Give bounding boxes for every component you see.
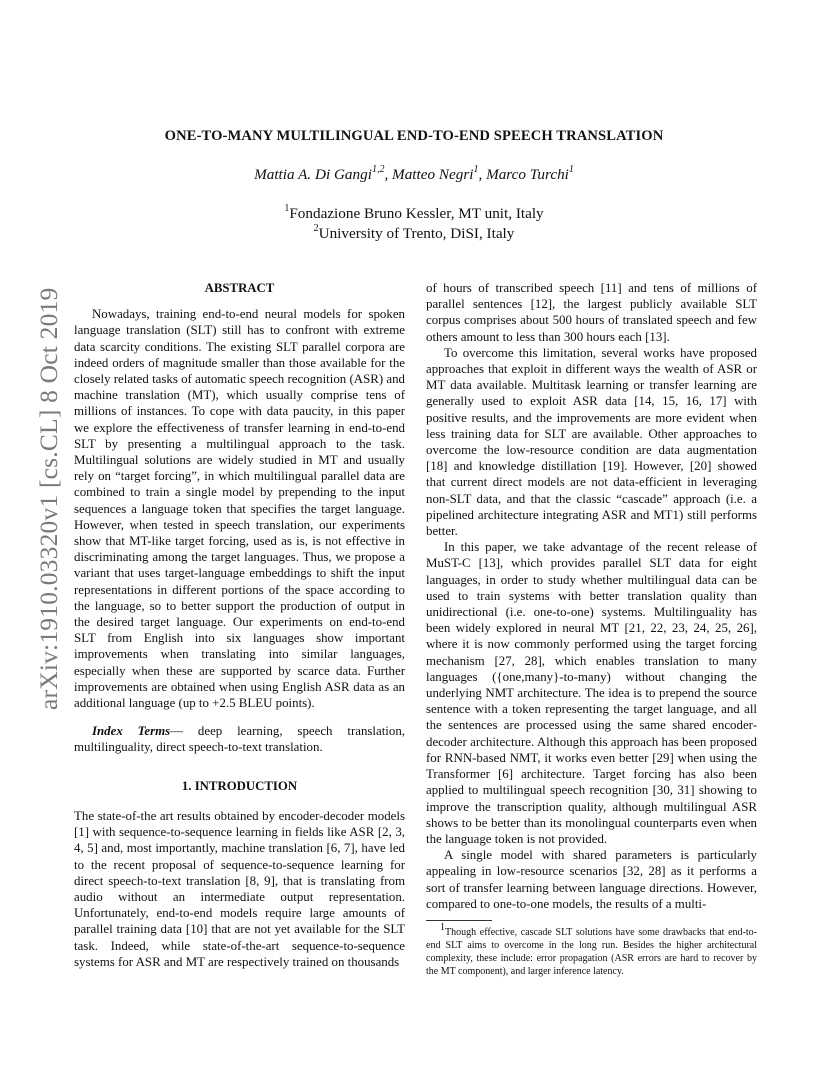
affiliation-mark: 2 [313, 222, 319, 234]
footnote [426, 921, 757, 978]
author-affiliation-mark: 1 [568, 163, 574, 175]
footnote-rule [426, 920, 492, 921]
footnote-text: Though effective, cascade SLT solutions have some drawbacks that end-to-end SLT aims to overcome in the long run. Besides the higher architectural complexity, these include: error propagation (ASR errors are hard to recover by the MT component), and larger inference latency. [426, 927, 757, 977]
author-list: Mattia A. Di Gangi$^{1,2}$, Matteo Negri$^1$, Marco Turchi$^1$ [254, 163, 574, 183]
affiliation-2 [0, 222, 828, 243]
abstract-text: Nowadays, training end-to-end neural models for spoken language translation (SLT) still has to confront with extreme data scarcity conditions. The existing SLT parallel corpora are indeed orders of magnitude smaller than those available for the closely related tasks of automatic speech recognition (ASR) and machine translation (MT), which usually comprise tens of millions of instances. To cope with data paucity, in this paper we explore the effectiveness of transfer learning in end-to-end SLT by presenting a multilingual approach to the task. Multilingual solutions are widely studied in MT and usually rely on “target forcing”, in which multilingual parallel data are combined to train a single model by prepending to the input sequences a language token that specifies the target language. However, when tested in speech translation, our experiments show that MT-like target forcing, used as is, is not effective in discriminating among the target languages. Thus, we propose a variant that uses target-language embeddings to shift the input representations in different portions of the space according to the language, so to better support the production of output in the desired target language. Our experiments on end-to-end SLT from English into six languages show important improvements when translating into similar languages, especially when these are supported by scarce data. Further improvements are obtained when using English ASR data as an additional language (up to +2.5 BLEU points). [74, 307, 405, 711]
introduction-paragraph-4: In this paper, we take advantage of the recent release of MuST-C [13], which provides parallel SLT data for eight languages, in order to study whether multilingual data can be used to train systems with better translation quality than unidirectional (i.e. one-to-one) systems. Multilinguality has been widely explored in neural MT [21, 22, 23, 24, 25, 26], where it is now commonly performed using the target forcing mechanism [27, 28], which enables translation to many languages ({one,many}-to-many) without changing the underlying NMT architecture. The idea is to prepend the source sentence with a token representing the target language, and all the sentences are processed using the same shared encoder-decoder architecture. Although this approach has been proposed for RNN-based NMT, it works even better [29] when using the Transformer [6] architecture. Target forcing has also been applied to multilingual speech recognition [30, 31] showing to improve the transcription quality, although multilingual ASR shows to be better than its monolingual counterparts even when the language token is not provided. [426, 540, 757, 846]
author-affiliation-mark: 1 [473, 163, 479, 175]
author-name: Mattia A. Di Gangi [254, 166, 372, 183]
index-terms [74, 723, 405, 755]
arxiv-identifier: arXiv:1910.03320v1 [cs.CL] 8 Oct 2019 [34, 287, 63, 710]
introduction-paragraph-2: of hours of transcribed speech [11] and tens of millions of parallel sentences [12], the largest publicly available SLT corpus comprises about 500 hours of translated speech and few others amount to less than 300 hours each [13]. [426, 281, 757, 344]
footnote-mark: 1 [440, 921, 445, 933]
introduction-paragraph-1: The state-of-the art results obtained by encoder-decoder models [1] with sequence-to-sequence learning in fields like ASR [2, 3, 4, 5] and, most importantly, machine translation [6, 7], have led to the recent proposal of sequence-to-sequence learning for direct speech-to-text translation [8, 9], that is translating from audio without an intermediate output representation. Unfortunately, end-to-end models require large amounts of parallel training data [10] that are not yet available for the SLT task. Indeed, while state-of-the-art sequence-to-sequence systems for ASR and MT are respectively trained on thousands [74, 808, 405, 969]
paper-title: ONE-TO-MANY MULTILINGUAL END-TO-END SPEECH TRANSLATION [164, 128, 664, 144]
author-name: Matteo Negri [392, 166, 474, 183]
author-name: Marco Turchi [486, 166, 569, 183]
arxiv-sidebar [12, 287, 63, 710]
introduction-heading: 1. INTRODUCTION [181, 778, 298, 793]
left-column [74, 280, 405, 970]
affiliation-text: Fondazione Bruno Kessler, MT unit, Italy [289, 205, 544, 222]
index-terms-text: — deep learning, speech translation, multilinguality, direct speech-to-text translation. [74, 724, 405, 755]
introduction-paragraph-5: A single model with shared parameters is particularly appealing in low-resource scenarios [32, 28] as it performs a sort of transfer learning between language directions. However, compared to one-to-one models, the results of a multi- [426, 848, 757, 911]
abstract-heading: ABSTRACT [204, 281, 275, 295]
affiliation-mark: 1 [284, 202, 290, 214]
right-column [426, 280, 757, 912]
affiliation-text: University of Trento, DiSI, Italy [318, 225, 515, 242]
introduction-paragraph-3: To overcome this limitation, several works have proposed approaches that exploit in different ways the wealth of ASR or MT data available. Multitask learning or transfer learning are generally used to exploit ASR data [14, 15, 16, 17] with positive results, and the improvements are more evident when less training data for SLT are available. Other approaches to overcome the low-resource condition are data augmentation [18] and knowledge distillation [19]. However, [20] showed that current direct models are not data-efficient in leveraging non-SLT data, and that the classic “cascade” approach (i.e. a pipelined architecture integrating ASR and MT1) still performs better. [426, 345, 757, 539]
author-affiliation-mark: 1,2 [371, 163, 385, 175]
index-terms-label: Index Terms [92, 724, 171, 739]
affiliation-1 [0, 202, 828, 223]
